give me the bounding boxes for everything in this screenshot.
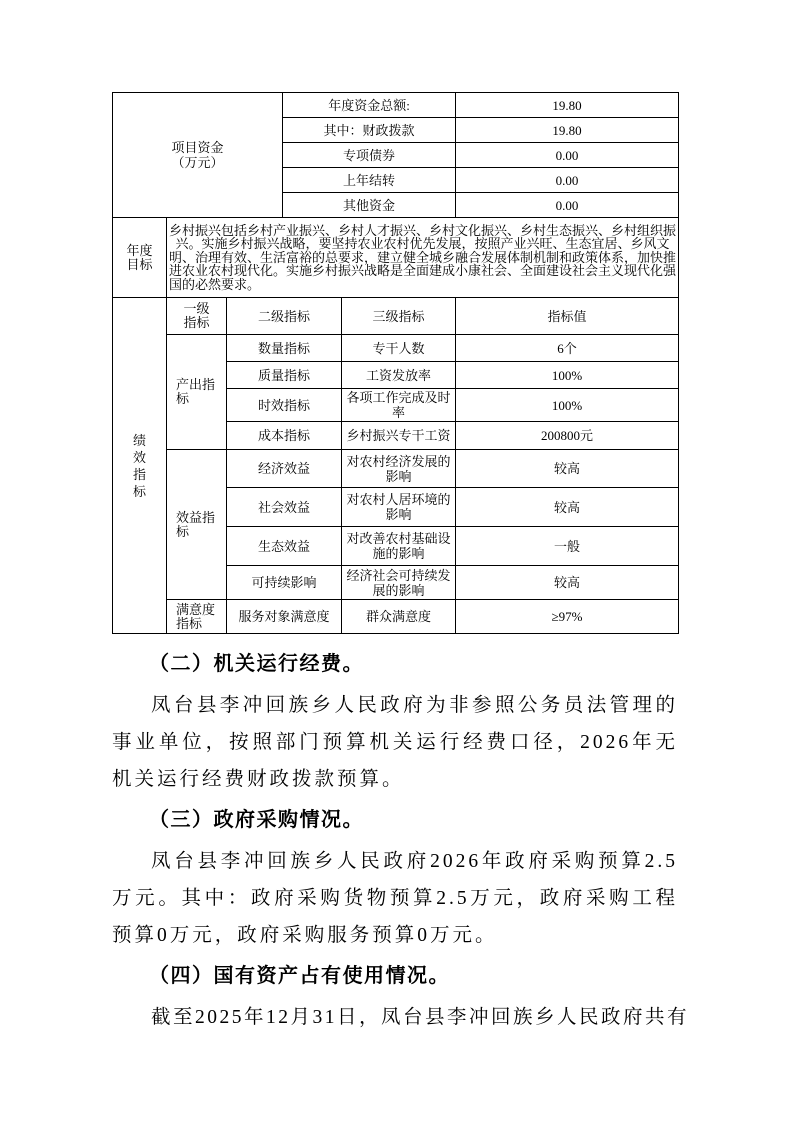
fund-row-value: 0.00 [456, 143, 679, 168]
output-group-label: 产出指标 [176, 377, 216, 406]
perf-level2: 可持续影响 [227, 566, 342, 600]
perf-header-level2: 二级指标 [227, 298, 342, 335]
perf-level2: 经济效益 [227, 450, 342, 488]
perf-level2: 生态效益 [227, 527, 342, 566]
perf-header-value: 指标值 [456, 298, 679, 335]
perf-value: 100% [456, 389, 679, 422]
fund-row-name: 其中：财政拨款 [283, 118, 456, 143]
fund-row-value: 0.00 [456, 168, 679, 193]
paragraph-government-procurement: 凤台县李冲回族乡人民政府2026年政府采购预算2.5万元。其中：政府采购货物预算2.5万元，政府采购工程预算0万元，政府采购服务预算0万元。 [112, 851, 678, 946]
perf-level2: 服务对象满意度 [227, 600, 342, 634]
perf-level2: 成本指标 [227, 422, 342, 450]
perf-level3: 对农村人居环境的影响 [342, 488, 456, 527]
fund-row-name: 专项债券 [283, 143, 456, 168]
annual-goal-label-cell [113, 218, 167, 298]
perf-level3: 群众满意度 [342, 600, 456, 634]
benefit-group-label-cell [167, 450, 227, 600]
benefit-group-label: 效益指标 [176, 509, 216, 539]
project-funds-label-cell [113, 93, 283, 218]
section-heading-government-procurement: （三）政府采购情况。 [149, 809, 364, 831]
budget-performance-table [112, 92, 679, 634]
perf-level3: 对农村经济发展的影响 [342, 450, 456, 488]
table-row [113, 298, 679, 335]
perf-header-level1-text: 一级指标 [183, 301, 210, 330]
perf-header-level1 [167, 298, 227, 335]
perf-value: 较高 [456, 488, 679, 527]
perf-value: 6个 [456, 335, 679, 362]
perf-level2: 数量指标 [227, 335, 342, 362]
fund-row-value: 19.80 [456, 118, 679, 143]
fund-row-value: 0.00 [456, 193, 679, 218]
perf-value: 100% [456, 362, 679, 389]
table-row [113, 335, 679, 362]
perf-value: 较高 [456, 450, 679, 488]
perf-value: 200800元 [456, 422, 679, 450]
paragraph-state-owned-assets: 截至2025年12月31日，凤台县李冲回族乡人民政府共有 [151, 1007, 690, 1028]
perf-level2: 质量指标 [227, 362, 342, 389]
annual-goal-text: 乡村振兴包括乡村产业振兴、乡村人才振兴、乡村文化振兴、乡村生态振兴、乡村组织振兴。实施乡村振兴战略，要坚持农业农村优先发展，按照产业兴旺、生态宜居、乡风文明、治理有效、生活富裕的总要求，建立健全城乡融合发展体制机制和政策体系，加快推进农业农村现代化。实施乡村振兴战略是全面建成小康社会、全面建设社会主义现代化强国的必然要求。 [167, 218, 679, 298]
paragraph-agency-operating-expenses: 凤台县李冲回族乡人民政府为非参照公务员法管理的事业单位，按照部门预算机关运行经费口径，2026年无机关运行经费财政拨款预算。 [112, 695, 678, 790]
fund-row-name: 年度资金总额: [283, 93, 456, 118]
perf-level3: 各项工作完成及时率 [342, 389, 456, 422]
fund-row-name: 上年结转 [283, 168, 456, 193]
perf-level3: 经济社会可持续发展的影响 [342, 566, 456, 600]
satisfaction-label: 满意度指标 [176, 601, 216, 631]
perf-value: 较高 [456, 566, 679, 600]
perf-level3: 对改善农村基础设施的影响 [342, 527, 456, 566]
section-heading-state-owned-assets: （四）国有资产占有使用情况。 [149, 965, 450, 987]
satisfaction-label-cell [167, 600, 227, 634]
performance-label: 绩效指标 [132, 432, 146, 499]
table-row [113, 218, 679, 298]
perf-header-level3: 三级指标 [342, 298, 456, 335]
annual-goal-label: 年度目标 [126, 242, 153, 272]
perf-level3: 专干人数 [342, 335, 456, 362]
body-text [112, 642, 690, 1036]
performance-label-cell [113, 298, 167, 634]
perf-level2: 时效指标 [227, 389, 342, 422]
perf-level3: 工资发放率 [342, 362, 456, 389]
fund-row-value: 19.80 [456, 93, 679, 118]
table-row [113, 600, 679, 634]
table-row [113, 93, 679, 118]
fund-row-name: 其他资金 [283, 193, 456, 218]
section-heading-agency-operating-expenses: （二）机关运行经费。 [149, 653, 364, 675]
output-group-label-cell [167, 335, 227, 450]
perf-value: ≥97% [456, 600, 679, 634]
project-funds-label: 项目资金（万元） [171, 140, 224, 170]
perf-value: 一般 [456, 527, 679, 566]
perf-level3: 乡村振兴专干工资 [342, 422, 456, 450]
table-row [113, 450, 679, 488]
perf-level2: 社会效益 [227, 488, 342, 527]
